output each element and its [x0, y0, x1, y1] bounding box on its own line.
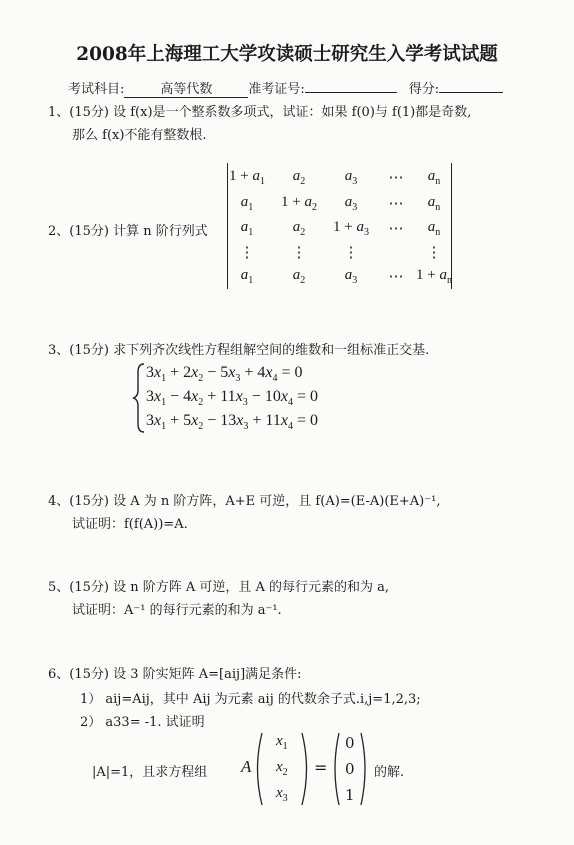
det-cell: $a_3$: [344, 194, 358, 213]
question-4: [48, 490, 440, 509]
det-cell: $1 + a_3$: [333, 219, 369, 238]
det-cell: $a_3$: [344, 267, 358, 286]
det-cell: ⋮: [343, 245, 359, 261]
det-cell: $a_2$: [292, 219, 306, 238]
matrix-A: A: [241, 757, 252, 776]
q6-condition-2: 2） a33= -1. 试证明: [80, 715, 205, 730]
exam-header: [68, 78, 503, 98]
det-cell: ⋯: [388, 269, 404, 285]
equals-sign: =: [314, 758, 328, 777]
det-cell: $a_1$: [240, 267, 254, 286]
system-brace: [132, 362, 146, 434]
det-cell: $1 + a_n$: [416, 267, 452, 286]
equation-row: $3x_1 + 5x_2 - 13x_3 + 11x_4 = 0$: [146, 412, 318, 433]
question-1: [48, 101, 471, 120]
det-cell: $a_n$: [427, 168, 441, 187]
vec-b-3: 1: [345, 786, 355, 804]
q5-number: 5、(15分): [48, 580, 109, 595]
det-cell: $a_2$: [292, 168, 306, 187]
det-cell: $1 + a_1$: [229, 168, 265, 187]
det-cell: $a_1$: [240, 194, 254, 213]
det-cell: ⋮: [239, 245, 255, 261]
q6-last-pre: |A|=1，且求方程组: [92, 765, 208, 780]
vec-b-2: 0: [345, 760, 355, 778]
vec-b-1: 0: [345, 734, 355, 752]
q1-line2: 那么 f(x)不能有整数根.: [72, 128, 207, 143]
q2-number: 2、(15分): [48, 224, 109, 239]
det-cell: $a_n$: [427, 194, 441, 213]
q1-line1: 设 f(x)是一个整系数多项式，试证：如果 f(0)与 f(1)都是奇数,: [113, 105, 472, 120]
question-6: [48, 663, 302, 682]
q4-line1: 设 A 为 n 阶方阵，A+E 可逆，且 f(A)=(E-A)(E+A)⁻¹,: [113, 494, 441, 509]
q6-line1: 设 3 阶实矩阵 A=[aij]满足条件:: [113, 667, 302, 682]
subject-label: 考试科目:: [68, 82, 125, 97]
det-cell: ⋯: [388, 221, 404, 237]
q5-line2: 试证明：A⁻¹ 的每行元素的和为 a⁻¹.: [72, 603, 282, 618]
q3-number: 3、(15分): [48, 343, 109, 358]
question-5: [48, 576, 389, 595]
det-cell: ⋮: [291, 245, 307, 261]
page-title: 2008年上海理工大学攻读硕士研究生入学考试试题: [76, 44, 498, 65]
q6-last-post: 的解.: [374, 765, 405, 780]
det-cell: ⋮: [426, 245, 442, 261]
det-cell: $a_3$: [344, 168, 358, 187]
question-2: [48, 220, 208, 239]
det-cell: ⋯: [388, 196, 404, 212]
det-cell: $a_n$: [427, 219, 441, 238]
q2-text: 计算 n 阶行列式: [113, 224, 208, 239]
exam-id-label: 准考证号:: [248, 82, 305, 97]
q6-number: 6、(15分): [48, 667, 109, 682]
question-3: [48, 339, 429, 358]
equation-row: $3x_1 - 4x_2 + 11x_3 - 10x_4 = 0$: [146, 388, 318, 409]
q3-text: 求下列齐次线性方程组解空间的维数和一组标准正交基.: [113, 343, 430, 358]
equation-row: $3x_1 + 2x_2 - 5x_3 + 4x_4 = 0$: [146, 364, 303, 385]
score-label: 得分:: [408, 82, 440, 97]
subject-value: 高等代数: [124, 82, 248, 98]
q4-number: 4、(15分): [48, 494, 109, 509]
det-cell: $1 + a_2$: [281, 194, 317, 213]
det-cell: $a_1$: [240, 219, 254, 238]
q4-line2: 试证明：f(f(A))=A.: [72, 517, 188, 532]
vec-x-3: $x_3$: [276, 785, 288, 804]
det-cell: ⋯: [388, 170, 404, 186]
vec-x-2: $x_2$: [276, 759, 288, 778]
vec-x-1: $x_1$: [276, 733, 288, 752]
q6-condition-1: 1） aij=Aij，其中 Aij 为元素 aij 的代数余子式.i,j=1,2,3;: [80, 692, 421, 707]
exam-id-blank: [305, 92, 397, 93]
det-cell: $a_2$: [292, 267, 306, 286]
q1-number: 1、(15分): [48, 105, 109, 120]
score-blank: [439, 92, 503, 93]
q5-line1: 设 n 阶方阵 A 可逆，且 A 的每行元素的和为 a,: [113, 580, 390, 595]
